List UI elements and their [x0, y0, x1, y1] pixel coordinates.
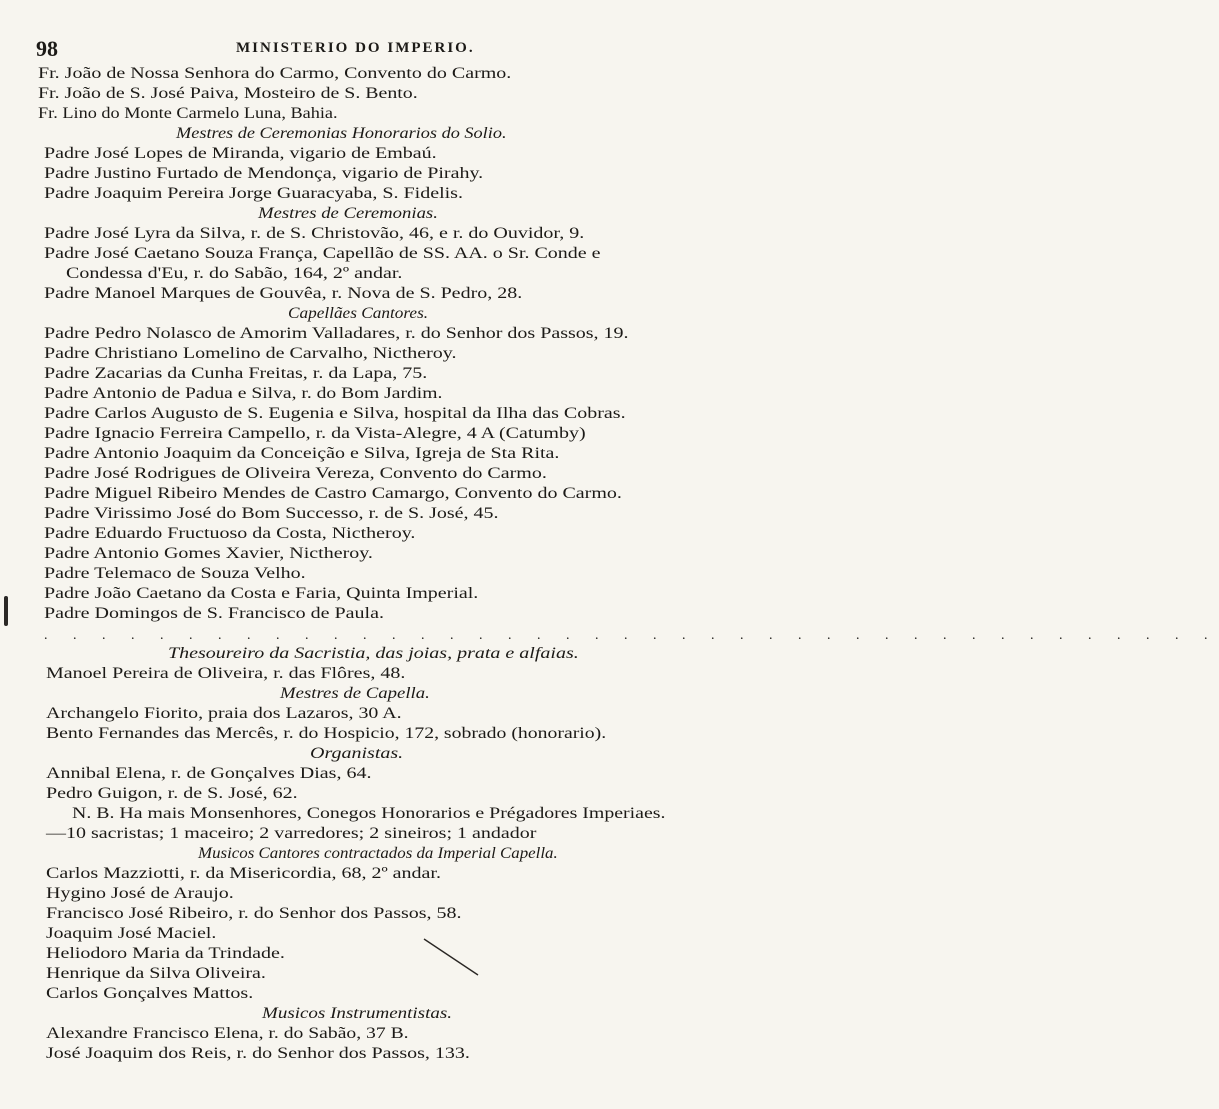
entry-line: Alexandre Francisco Elena, r. do Sabão, 37 B.: [46, 1025, 409, 1042]
entry-line: Padre Justino Furtado de Mendonça, vigario de Pirahy.: [44, 165, 484, 182]
entry-line: Carlos Mazziotti, r. da Misericordia, 68, 2º andar.: [46, 865, 441, 882]
entry-line: Padre José Lopes de Miranda, vigario de Embaú.: [44, 145, 437, 162]
entry-line: Archangelo Fiorito, praia dos Lazaros, 30 A.: [46, 705, 402, 722]
entry-line: Padre Christiano Lomelino de Carvalho, Nictheroy.: [44, 345, 457, 362]
entry-line: Fr. João de Nossa Senhora do Carmo, Convento do Carmo.: [38, 65, 512, 82]
page-header: [36, 36, 676, 60]
entry-line: Padre Antonio Joaquim da Conceição e Silva, Igreja de Sta Rita.: [44, 445, 560, 462]
section-heading: Capellães Cantores.: [288, 305, 429, 322]
entry-line: Padre Antonio de Padua e Silva, r. do Bom Jardim.: [44, 385, 443, 402]
margin-mark: [4, 596, 8, 626]
entry-line: Annibal Elena, r. de Gonçalves Dias, 64.: [46, 765, 372, 782]
ink-stroke: [420, 935, 490, 985]
entry-line: Carlos Gonçalves Mattos.: [46, 985, 254, 1002]
entry-line: Fr. João de S. José Paiva, Mosteiro de S. Bento.: [38, 85, 418, 102]
section-heading: Mestres de Ceremonias Honorarios do Solio.: [176, 125, 507, 142]
entry-line: Padre Miguel Ribeiro Mendes de Castro Camargo, Convento do Carmo.: [44, 485, 622, 502]
section-heading: Musicos Instrumentistas.: [262, 1005, 452, 1022]
entry-line: Henrique da Silva Oliveira.: [46, 965, 266, 982]
entry-line: Padre João Caetano da Costa e Faria, Quinta Imperial.: [44, 585, 479, 602]
entry-line: Padre Pedro Nolasco de Amorim Valladares, r. do Senhor dos Passos, 19.: [44, 325, 629, 342]
entry-line: Padre Telemaco de Souza Velho.: [44, 565, 306, 582]
entry-line: Bento Fernandes das Mercês, r. do Hospicio, 172, sobrado (honorario).: [46, 725, 607, 742]
entry-line: Manoel Pereira de Oliveira, r. das Flôres, 48.: [46, 665, 406, 682]
section-heading: Thesoureiro da Sacristia, das joias, prata e alfaias.: [168, 645, 579, 662]
entry-line: Padre Zacarias da Cunha Freitas, r. da Lapa, 75.: [44, 365, 428, 382]
entry-line: Padre Virissimo José do Bom Successo, r. de S. José, 45.: [44, 505, 499, 522]
section-heading: Mestres de Capella.: [280, 685, 430, 702]
entry-line: Padre Ignacio Ferreira Campello, r. da Vista-Alegre, 4 A (Catumby): [44, 425, 586, 442]
entry-line: Padre José Lyra da Silva, r. de S. Christovão, 46, e r. do Ouvidor, 9.: [44, 225, 585, 242]
entry-line: José Joaquim dos Reis, r. do Senhor dos Passos, 133.: [46, 1045, 470, 1062]
entry-line: Hygino José de Araujo.: [46, 885, 234, 902]
section-heading: Mestres de Ceremonias.: [258, 205, 438, 222]
entry-line: Francisco José Ribeiro, r. do Senhor dos Passos, 58.: [46, 905, 462, 922]
entry-line: Joaquim José Maciel.: [46, 925, 217, 942]
entry-line: Padre Joaquim Pereira Jorge Guaracyaba, S. Fidelis.: [44, 185, 463, 202]
entry-line: Padre Antonio Gomes Xavier, Nictheroy.: [44, 545, 373, 562]
entry-line: Padre Manoel Marques de Gouvêa, r. Nova de S. Pedro, 28.: [44, 285, 523, 302]
entry-line: Padre Carlos Augusto de S. Eugenia e Silva, hospital da Ilha das Cobras.: [44, 405, 626, 422]
section-heading: Organistas.: [310, 745, 404, 762]
running-title: MINISTERIO DO IMPERIO.: [236, 40, 475, 56]
section-heading: Musicos Cantores contractados da Imperial Capella.: [198, 845, 558, 862]
entry-line: Padre José Caetano Souza França, Capellão de SS. AA. o Sr. Conde e: [44, 245, 601, 262]
entry-line: Heliodoro Maria da Trindade.: [46, 945, 285, 962]
entry-line: Padre Eduardo Fructuoso da Costa, Nictheroy.: [44, 525, 416, 542]
dot-leader: . . . . . . . . . . . . . . . . . . . . . . . . . . . . . . . . . . . . . . . . .: [44, 628, 1219, 643]
entry-line: N. B. Ha mais Monsenhores, Conegos Honorarios e Prégadores Imperiaes.: [72, 805, 666, 822]
entry-line: Padre José Rodrigues de Oliveira Vereza, Convento do Carmo.: [44, 465, 547, 482]
entry-line: Fr. Lino do Monte Carmelo Luna, Bahia.: [38, 105, 338, 122]
entry-line: —10 sacristas; 1 maceiro; 2 varredores; 2 sineiros; 1 andador: [46, 825, 537, 842]
entry-line: Pedro Guigon, r. de S. José, 62.: [46, 785, 298, 802]
page-number: 98: [36, 36, 58, 61]
entry-line: Condessa d'Eu, r. do Sabão, 164, 2º andar.: [66, 265, 403, 282]
entry-line: Padre Domingos de S. Francisco de Paula.: [44, 605, 384, 622]
